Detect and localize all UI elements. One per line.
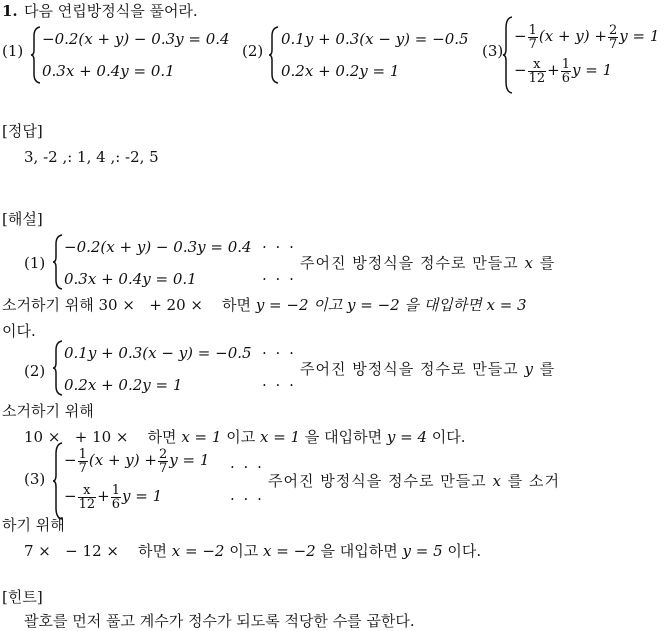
- solution-2-dots-2: · · ·: [262, 376, 296, 394]
- solution-1-line3: 이다.: [2, 322, 36, 340]
- brace-icon: [30, 26, 42, 84]
- solution-3-line2: 하기 위해: [2, 516, 65, 534]
- hint-heading: [힌트]: [2, 588, 43, 606]
- solution-heading: [해설]: [2, 210, 43, 228]
- solution-3-line3: 7 × − 12 × 하면 x = −2 이고 x = −2 을 대입하면 y = 5 이다.: [24, 542, 482, 560]
- solution-3-eq1: − $\frac{1}{7}$ (x + y) + $\frac{2}{7}$ y = 1: [64, 446, 210, 476]
- problem-3-eq1: − $\frac{1}{7}$ (x + y) + $\frac{2}{7}$ y = 1: [514, 22, 660, 52]
- brace-icon: [52, 442, 64, 520]
- problem-1-label: (1): [2, 42, 24, 60]
- solution-2-line2: 소거하기 위해: [2, 402, 94, 420]
- solution-1-line2: 소거하기 위해 30 × + 20 × 하면 y = −2 이고 y = −2 을 대입하면 x = 3: [2, 296, 527, 314]
- problem-title: 다음 연립방정식을 풀어라.: [24, 2, 198, 20]
- solution-3-label: (3): [24, 470, 46, 488]
- solution-2-eq2: 0.2x + 0.2y = 1: [64, 376, 183, 394]
- brace-icon: [502, 16, 514, 94]
- solution-1-dots-2: · · ·: [262, 270, 296, 288]
- solution-3-dots-2: · · ·: [230, 490, 264, 508]
- solution-2-line3: 10 × + 10 × 하면 x = 1 이고 x = 1 을 대입하면 y = 4 이다.: [24, 428, 466, 446]
- solution-2-eq1: 0.1y + 0.3(x − y) = −0.5: [64, 344, 252, 362]
- solution-2-note: 주어진 방정식을 정수로 만들고 y 를: [300, 360, 556, 378]
- solution-3-eq2: − $\frac{x}{12}$ + $\frac{1}{6}$ y = 1: [64, 482, 163, 512]
- answer-heading: [정답]: [2, 122, 43, 140]
- hint-text: 괄호를 먼저 풀고 계수가 정수가 되도록 적당한 수를 곱한다.: [24, 612, 415, 630]
- solution-3-note: 주어진 방정식을 정수로 만들고 x 를 소거: [268, 472, 560, 490]
- solution-2-label: (2): [24, 362, 46, 380]
- problem-number: 1.: [2, 2, 18, 20]
- problem-1-eq1: −0.2(x + y) − 0.3y = 0.4: [42, 30, 230, 48]
- solution-1-dots-1: · · ·: [262, 238, 296, 256]
- solution-1-note: 주어진 방정식을 정수로 만들고 x 를: [300, 254, 556, 272]
- answer-text: 3, -2 ,: 1, 4 ,: -2, 5: [24, 148, 159, 166]
- brace-icon: [52, 340, 64, 396]
- problem-3-eq2: − $\frac{x}{12}$ + $\frac{1}{6}$ y = 1: [514, 56, 613, 86]
- brace-icon: [52, 234, 64, 290]
- solution-3-dots-1: · · ·: [230, 458, 264, 476]
- brace-icon: [268, 26, 280, 84]
- problem-2-label: (2): [242, 42, 264, 60]
- solution-1-eq1: −0.2(x + y) − 0.3y = 0.4: [64, 238, 252, 256]
- problem-2-eq1: 0.1y + 0.3(x − y) = −0.5: [281, 30, 469, 48]
- problem-3-label: (3): [482, 42, 504, 60]
- problem-2-eq2: 0.2x + 0.2y = 1: [281, 62, 400, 80]
- solution-2-dots-1: · · ·: [262, 344, 296, 362]
- solution-1-eq2: 0.3x + 0.4y = 0.1: [64, 270, 197, 288]
- problem-1-eq2: 0.3x + 0.4y = 0.1: [42, 62, 175, 80]
- solution-1-label: (1): [24, 254, 46, 272]
